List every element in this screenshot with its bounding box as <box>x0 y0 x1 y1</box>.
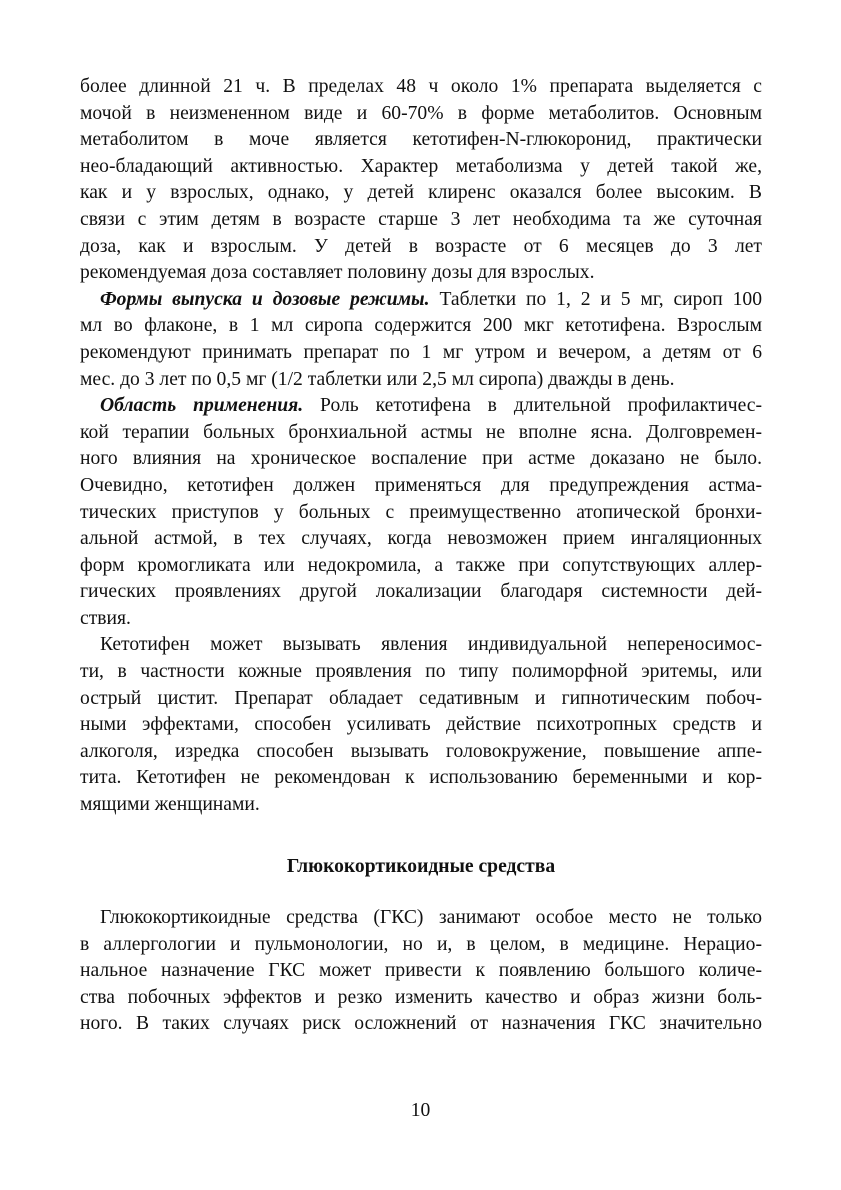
text-line: Кетотифен может вызывать явления индивидуальной непереносимос- <box>100 634 762 656</box>
text-line: рекомендуют принимать препарат по 1 мг утром и вечером, а детям от 6 <box>80 341 762 363</box>
text-line: ства побочных эффектов и резко изменить качество и образ жизни боль- <box>80 986 762 1008</box>
text-line: мес. до 3 лет по 0,5 мг (1/2 таблетки или 2,5 мл сиропа) дважды в день. <box>80 368 675 390</box>
text-line: альной астмой, в тех случаях, когда невозможен прием ингаляционных <box>80 528 762 550</box>
text-line: более длинной 21 ч. В пределах 48 ч около 1% препарата выделяется с <box>80 76 762 97</box>
paragraph-dosage-forms <box>80 287 762 393</box>
paragraph-pharmacokinetics <box>80 74 762 287</box>
text-line: в аллергологии и пульмонологии, но и, в целом, в медицине. Нерацио- <box>80 933 762 955</box>
page-content <box>80 74 763 1035</box>
text-line: острый цистит. Препарат обладает седативным и гипнотическим побоч- <box>80 687 762 709</box>
page-number: 10 <box>410 1100 431 1121</box>
text-line: ного. В таких случаях риск осложнений от назначения ГКС значительно <box>80 1013 762 1035</box>
text-line: тита. Кетотифен не рекомендован к использованию беременными и кор- <box>80 767 762 789</box>
text-fragment: Роль кетотифена в длительной профилактичес- <box>303 395 762 417</box>
text-line: ными эффектами, способен усиливать действие психотропных средств и <box>80 714 762 736</box>
text-line: мл во флаконе, в 1 мл сиропа содержится 200 мкг кетотифена. Взрослым <box>80 315 762 337</box>
text-line: рекомендуемая доза составляет половину дозы для взрослых. <box>80 262 595 284</box>
paragraph-glucocorticoids <box>80 905 762 1038</box>
text-line: связи с этим детям в возрасте старше 3 лет необходима та же суточная <box>80 208 762 230</box>
paragraph-side-effects <box>80 632 762 818</box>
text-line: кой терапии больных бронхиальной астмы не вполне ясна. Долговремен- <box>80 421 762 443</box>
text-line: форм кромогликата или недокромила, а также при сопутствующих аллер- <box>80 554 762 576</box>
text-line: алкоголя, изредка способен вызывать головокружение, повышение аппе- <box>80 740 762 762</box>
inline-heading-indications: Область применения. <box>100 395 304 417</box>
text-line <box>80 287 762 314</box>
text-line: нео-бладающий активностью. Характер метаболизма у детей такой же, <box>80 155 762 177</box>
text-line: ного влияния на хроническое воспаление при астме доказано не было. <box>80 448 762 470</box>
text-line: ти, в частности кожные проявления по типу полиморфной эритемы, или <box>80 661 762 683</box>
text-line: как и у взрослых, однако, у детей клиренс оказался более высоким. В <box>80 182 762 204</box>
text-line: нальное назначение ГКС может привести к появлению большого количе- <box>80 960 762 982</box>
text-line: метаболитом в моче является кетотифен-N-глюкоронид, практически <box>80 129 762 151</box>
text-line: Очевидно, кетотифен должен применяться для предупреждения астма- <box>80 474 762 496</box>
section-heading: Глюкокортикоидные средства <box>286 856 556 877</box>
text-line <box>80 393 762 420</box>
text-fragment: Таблетки по 1, 2 и 5 мг, сироп 100 <box>429 288 763 310</box>
text-line: тических приступов у больных с преимущественно атопической бронхи- <box>80 501 762 523</box>
text-line: мочой в неизмененном виде и 60-70% в форме метаболитов. Основным <box>80 102 762 124</box>
text-line: ствия. <box>80 607 131 629</box>
text-line: гических проявлениях другой локализации благодаря системности дей- <box>80 581 762 603</box>
text-line: доза, как и взрослым. У детей в возрасте от 6 месяцев до 3 лет <box>80 235 762 257</box>
text-line: мящими женщинами. <box>80 794 260 816</box>
inline-heading-dosage: Формы выпуска и дозовые режимы. <box>100 288 430 310</box>
text-line: Глюкокортикоидные средства (ГКС) занимают особое место не только <box>100 907 762 928</box>
paragraph-indications <box>80 393 762 632</box>
